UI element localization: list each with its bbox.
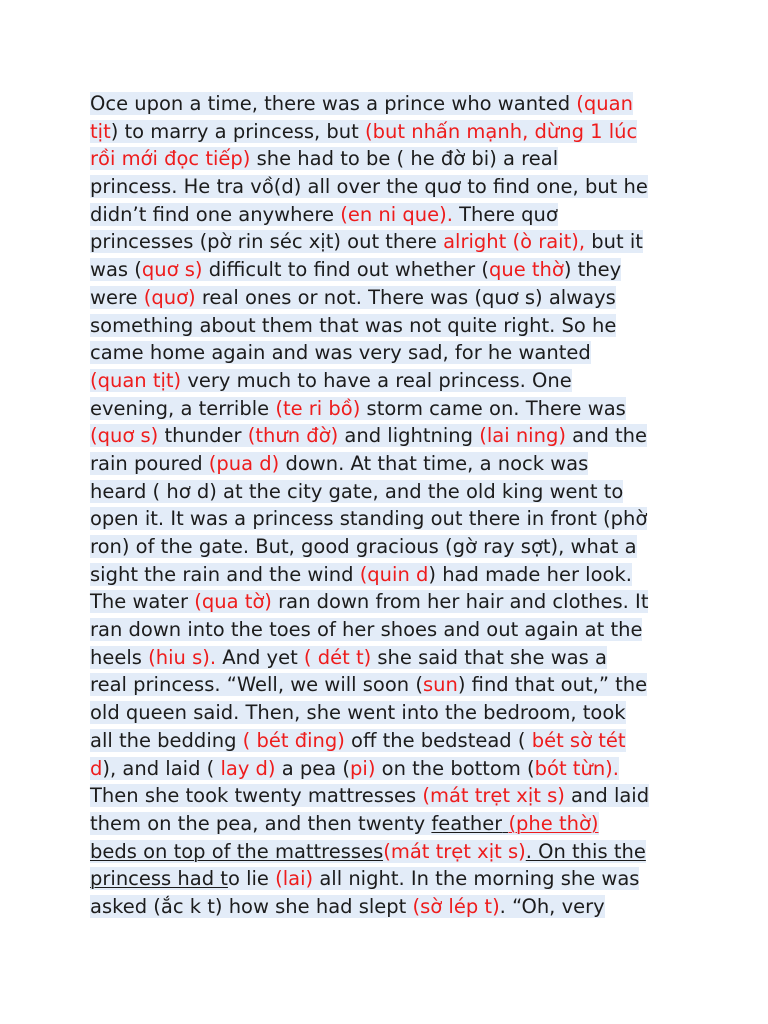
- text-line: [90, 533, 690, 561]
- story-text: real princess. “Well, we will soon (: [90, 673, 423, 697]
- pronunciation-note: (quan tịt): [90, 368, 182, 392]
- text-line: [90, 699, 690, 727]
- story-text: The water: [90, 590, 195, 614]
- text-line: [90, 616, 690, 644]
- story-text: and the: [565, 424, 648, 448]
- pronunciation-note: bót từn).: [534, 756, 619, 780]
- story-text: rain poured: [90, 451, 209, 475]
- story-text: very much to have a real princess. One: [181, 368, 572, 392]
- story-text: princesses (pờ rin séc xịt) out there: [90, 230, 444, 254]
- pronunciation-note: (but nhấn mạnh, dừng 1 lúc: [365, 119, 638, 143]
- pronunciation-note: (sờ lép t): [412, 894, 500, 918]
- pronunciation-note: (thưn đờ): [247, 424, 339, 448]
- text-line: [90, 118, 690, 146]
- story-text: and laid: [564, 784, 650, 808]
- story-text: princess. He tra vồ(d) all over the quơ to find one, but he: [90, 175, 648, 199]
- pronunciation-note: ( dét t): [303, 645, 372, 669]
- pronunciation-note: ( bét đing): [242, 728, 345, 752]
- pronunciation-note: alright (ò rait),: [443, 230, 586, 254]
- pronunciation-note: tịt: [90, 119, 111, 143]
- text-line: [90, 201, 690, 229]
- text-line: [90, 644, 690, 672]
- story-text: thunder: [158, 424, 248, 448]
- text-line: [90, 727, 690, 755]
- text-line: [90, 478, 690, 506]
- story-text: ) find that out,” the: [457, 673, 648, 697]
- story-text: she said that she was a: [371, 645, 607, 669]
- pronunciation-note: (te ri bồ): [275, 396, 361, 420]
- story-text: . “Oh, very: [499, 894, 605, 918]
- story-text: ran down into the toes of her shoes and out again at the: [90, 618, 643, 642]
- story-text: ran down from her hair and clothes. It: [271, 590, 649, 614]
- pronunciation-note: (quin d: [359, 562, 429, 586]
- story-text: open it. It was a princess standing out there in front (phờ: [90, 507, 648, 531]
- story-text: were: [90, 285, 144, 309]
- text-line: [90, 256, 690, 284]
- story-text: ), and laid (: [102, 756, 221, 780]
- pronunciation-note: (lai ning): [479, 424, 566, 448]
- story-text: And yet: [216, 645, 304, 669]
- text-line: [90, 422, 690, 450]
- story-text: came home again and was very sad, for he wanted: [90, 341, 591, 365]
- pronunciation-note: (pua d): [208, 451, 280, 475]
- story-text: ) had made her look.: [428, 562, 632, 586]
- story-text: and lightning: [338, 424, 480, 448]
- pronunciation-note: quơ s): [141, 258, 203, 282]
- text-line: [90, 505, 690, 533]
- story-text: feather: [431, 811, 503, 835]
- story-text: didn’t find one anywhere: [90, 202, 341, 226]
- text-line: [90, 395, 690, 423]
- story-text: o lie: [227, 867, 276, 891]
- pronunciation-note: (quơ s): [90, 424, 159, 448]
- pronunciation-note: pi): [350, 756, 376, 780]
- text-line: [90, 838, 690, 866]
- story-text: was (: [90, 258, 142, 282]
- story-text: . On this the: [525, 839, 646, 863]
- text-line: [90, 893, 690, 921]
- story-text: princess had t: [90, 867, 228, 891]
- text-line: [90, 284, 690, 312]
- story-text: them on the pea, and then twenty: [90, 811, 432, 835]
- text-line: [90, 782, 690, 810]
- story-text: real ones or not. There was (quơ s) always: [195, 285, 616, 309]
- story-text: all night. In the morning she was: [313, 867, 640, 891]
- document-body: [90, 90, 690, 921]
- story-text: all the bedding: [90, 728, 243, 752]
- story-text: ron) of the gate. But, good gracious (gờ ray sợt), what a: [90, 535, 637, 558]
- text-line: [90, 145, 690, 173]
- text-line: [90, 810, 690, 838]
- story-text: but it: [585, 230, 643, 254]
- text-line: [90, 671, 690, 699]
- text-line: [90, 561, 690, 589]
- text-line: [90, 339, 690, 367]
- story-text: evening, a terrible: [90, 396, 276, 420]
- story-text: asked (ắc k t) how she had slept: [90, 894, 413, 918]
- story-text: on the bottom (: [375, 756, 535, 780]
- text-line: [90, 312, 690, 340]
- story-text: difficult to find out whether (: [202, 258, 489, 282]
- pronunciation-note: que thờ: [488, 258, 564, 282]
- text-line: [90, 90, 690, 118]
- text-line: [90, 755, 690, 783]
- pronunciation-note: d: [90, 756, 103, 780]
- pronunciation-note: (hiu s).: [148, 645, 217, 669]
- story-text: heels: [90, 645, 149, 669]
- story-text: down. At that time, a nock was: [279, 451, 589, 475]
- pronunciation-note: rồi mới đọc tiếp): [90, 147, 251, 171]
- story-text: storm came on. There was: [360, 396, 626, 420]
- pronunciation-note: (en ni que).: [340, 202, 453, 226]
- story-text: sight the rain and the wind: [90, 562, 360, 586]
- story-text: heard ( hơ d) at the city gate, and the old king went to: [90, 479, 624, 503]
- story-text: There quơ: [452, 202, 558, 226]
- pronunciation-note: (phe thờ): [508, 811, 599, 835]
- pronunciation-note: (qua tờ): [194, 590, 272, 614]
- pronunciation-note: (lai): [275, 867, 314, 891]
- text-line: [90, 450, 690, 478]
- pronunciation-note: sun: [422, 673, 458, 697]
- text-line: [90, 367, 690, 395]
- pronunciation-note: (quơ): [143, 285, 196, 309]
- story-text: off the bedstead (: [344, 728, 532, 752]
- pronunciation-note: bét sờ tét: [531, 728, 626, 752]
- text-line: [90, 588, 690, 616]
- story-text: old queen said. Then, she went into the bedroom, took: [90, 701, 626, 725]
- pronunciation-note: (quan: [576, 92, 633, 115]
- story-text: Oce upon a time, there was a prince who wanted: [90, 92, 577, 115]
- pronunciation-note: lay d): [220, 756, 276, 780]
- story-text: ) to marry a princess, but: [110, 119, 366, 143]
- pronunciation-note: (mát trẹt xịt s): [422, 784, 565, 808]
- text-line: [90, 228, 690, 256]
- text-line: [90, 173, 690, 201]
- story-text: ) they: [563, 258, 622, 282]
- story-text: something about them that was not quite right. So he: [90, 313, 617, 337]
- story-text: beds on top of the mattresses: [90, 839, 384, 863]
- story-text: a pea (: [275, 756, 351, 780]
- text-line: [90, 865, 690, 893]
- pronunciation-note: (mát trẹt xịt s): [383, 839, 526, 863]
- story-text: she had to be ( he đờ bi) a real: [250, 147, 559, 171]
- story-text: Then she took twenty mattresses: [90, 784, 423, 808]
